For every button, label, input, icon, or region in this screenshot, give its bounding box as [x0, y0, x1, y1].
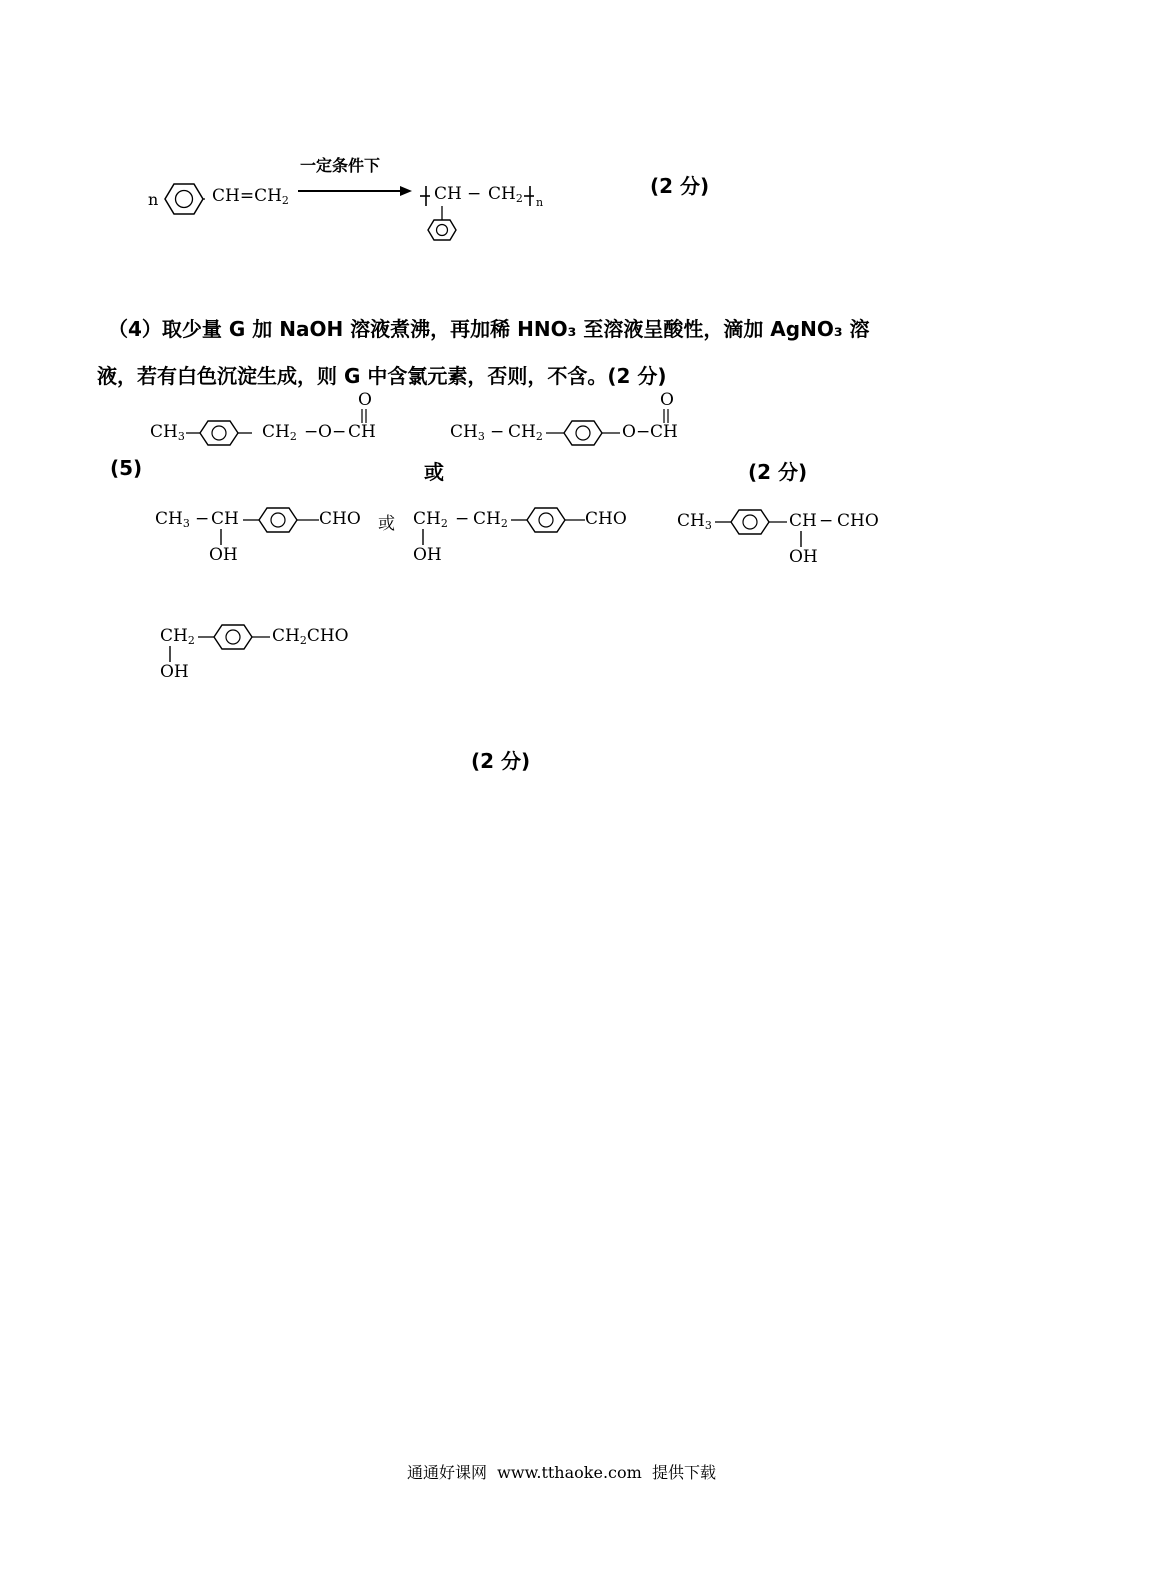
reaction-equation [0, 0, 1152, 280]
part4-line2: 液，若有白色沉淀生成，则 G 中含氯元素，否则，不含。(2 分) [97, 364, 667, 388]
aldehyde-structure-1: $CH_3$ − CH OH CHO [155, 505, 380, 575]
product-dash: − [467, 184, 482, 204]
benzene-ring-icon [243, 505, 323, 535]
part5-or: 或 [424, 460, 444, 484]
carbonyl-double-bond-icon [661, 409, 671, 423]
bond-icon [799, 531, 803, 547]
coefficient-n: n [148, 190, 159, 209]
aldehyde-structure-2: $CH_2$ OH − $CH_2$ CHO [413, 505, 643, 575]
benzene-ring-icon [511, 505, 591, 535]
part5-score-2: (2 分) [471, 749, 531, 773]
footer-text: 通通好课网 www.tthaoke.com 提供下载 [407, 1463, 716, 1482]
carbonyl-double-bond-icon [359, 409, 369, 423]
bond-icon [421, 529, 425, 545]
benzene-ring-icon [198, 622, 278, 652]
ester-structure-2: $CH_3$ − $CH_2$ O − CH O [450, 390, 710, 450]
reaction-score: (2 分) [650, 174, 710, 198]
product-subscript-n: n [536, 196, 544, 209]
part5-score: (2 分) [748, 460, 808, 484]
benzene-ring-icon [163, 182, 205, 216]
product-ch2: $CH_2$ [488, 184, 523, 205]
product-ch: CH [434, 184, 462, 204]
ester-structure-1: $CH_3$ $CH_2$ − O − CH O [150, 390, 410, 450]
part4-line1: （4）取少量 G 加 NaOH 溶液煮沸，再加稀 HNO₃ 至溶液呈酸性，滴加 AgNO₃ 溶 [108, 317, 870, 341]
benzene-ring-icon [186, 418, 266, 448]
aldehyde-structure-4: $CH_2$ OH $CH_2CHO$ [160, 622, 370, 692]
benzene-ring-icon [546, 418, 626, 448]
bond-icon [219, 529, 223, 545]
aldehyde-structure-3: $CH_3$ CH OH − CHO [677, 507, 897, 577]
reactant-formula: $CH=CH_2$ [212, 186, 289, 207]
benzene-ring-icon [715, 507, 795, 537]
aldehyde-or: 或 [378, 514, 395, 534]
bond-icon [168, 646, 172, 662]
part5-label: (5) [110, 456, 143, 480]
reaction-arrow-icon [298, 184, 414, 198]
reaction-condition: 一定条件下 [300, 156, 381, 175]
